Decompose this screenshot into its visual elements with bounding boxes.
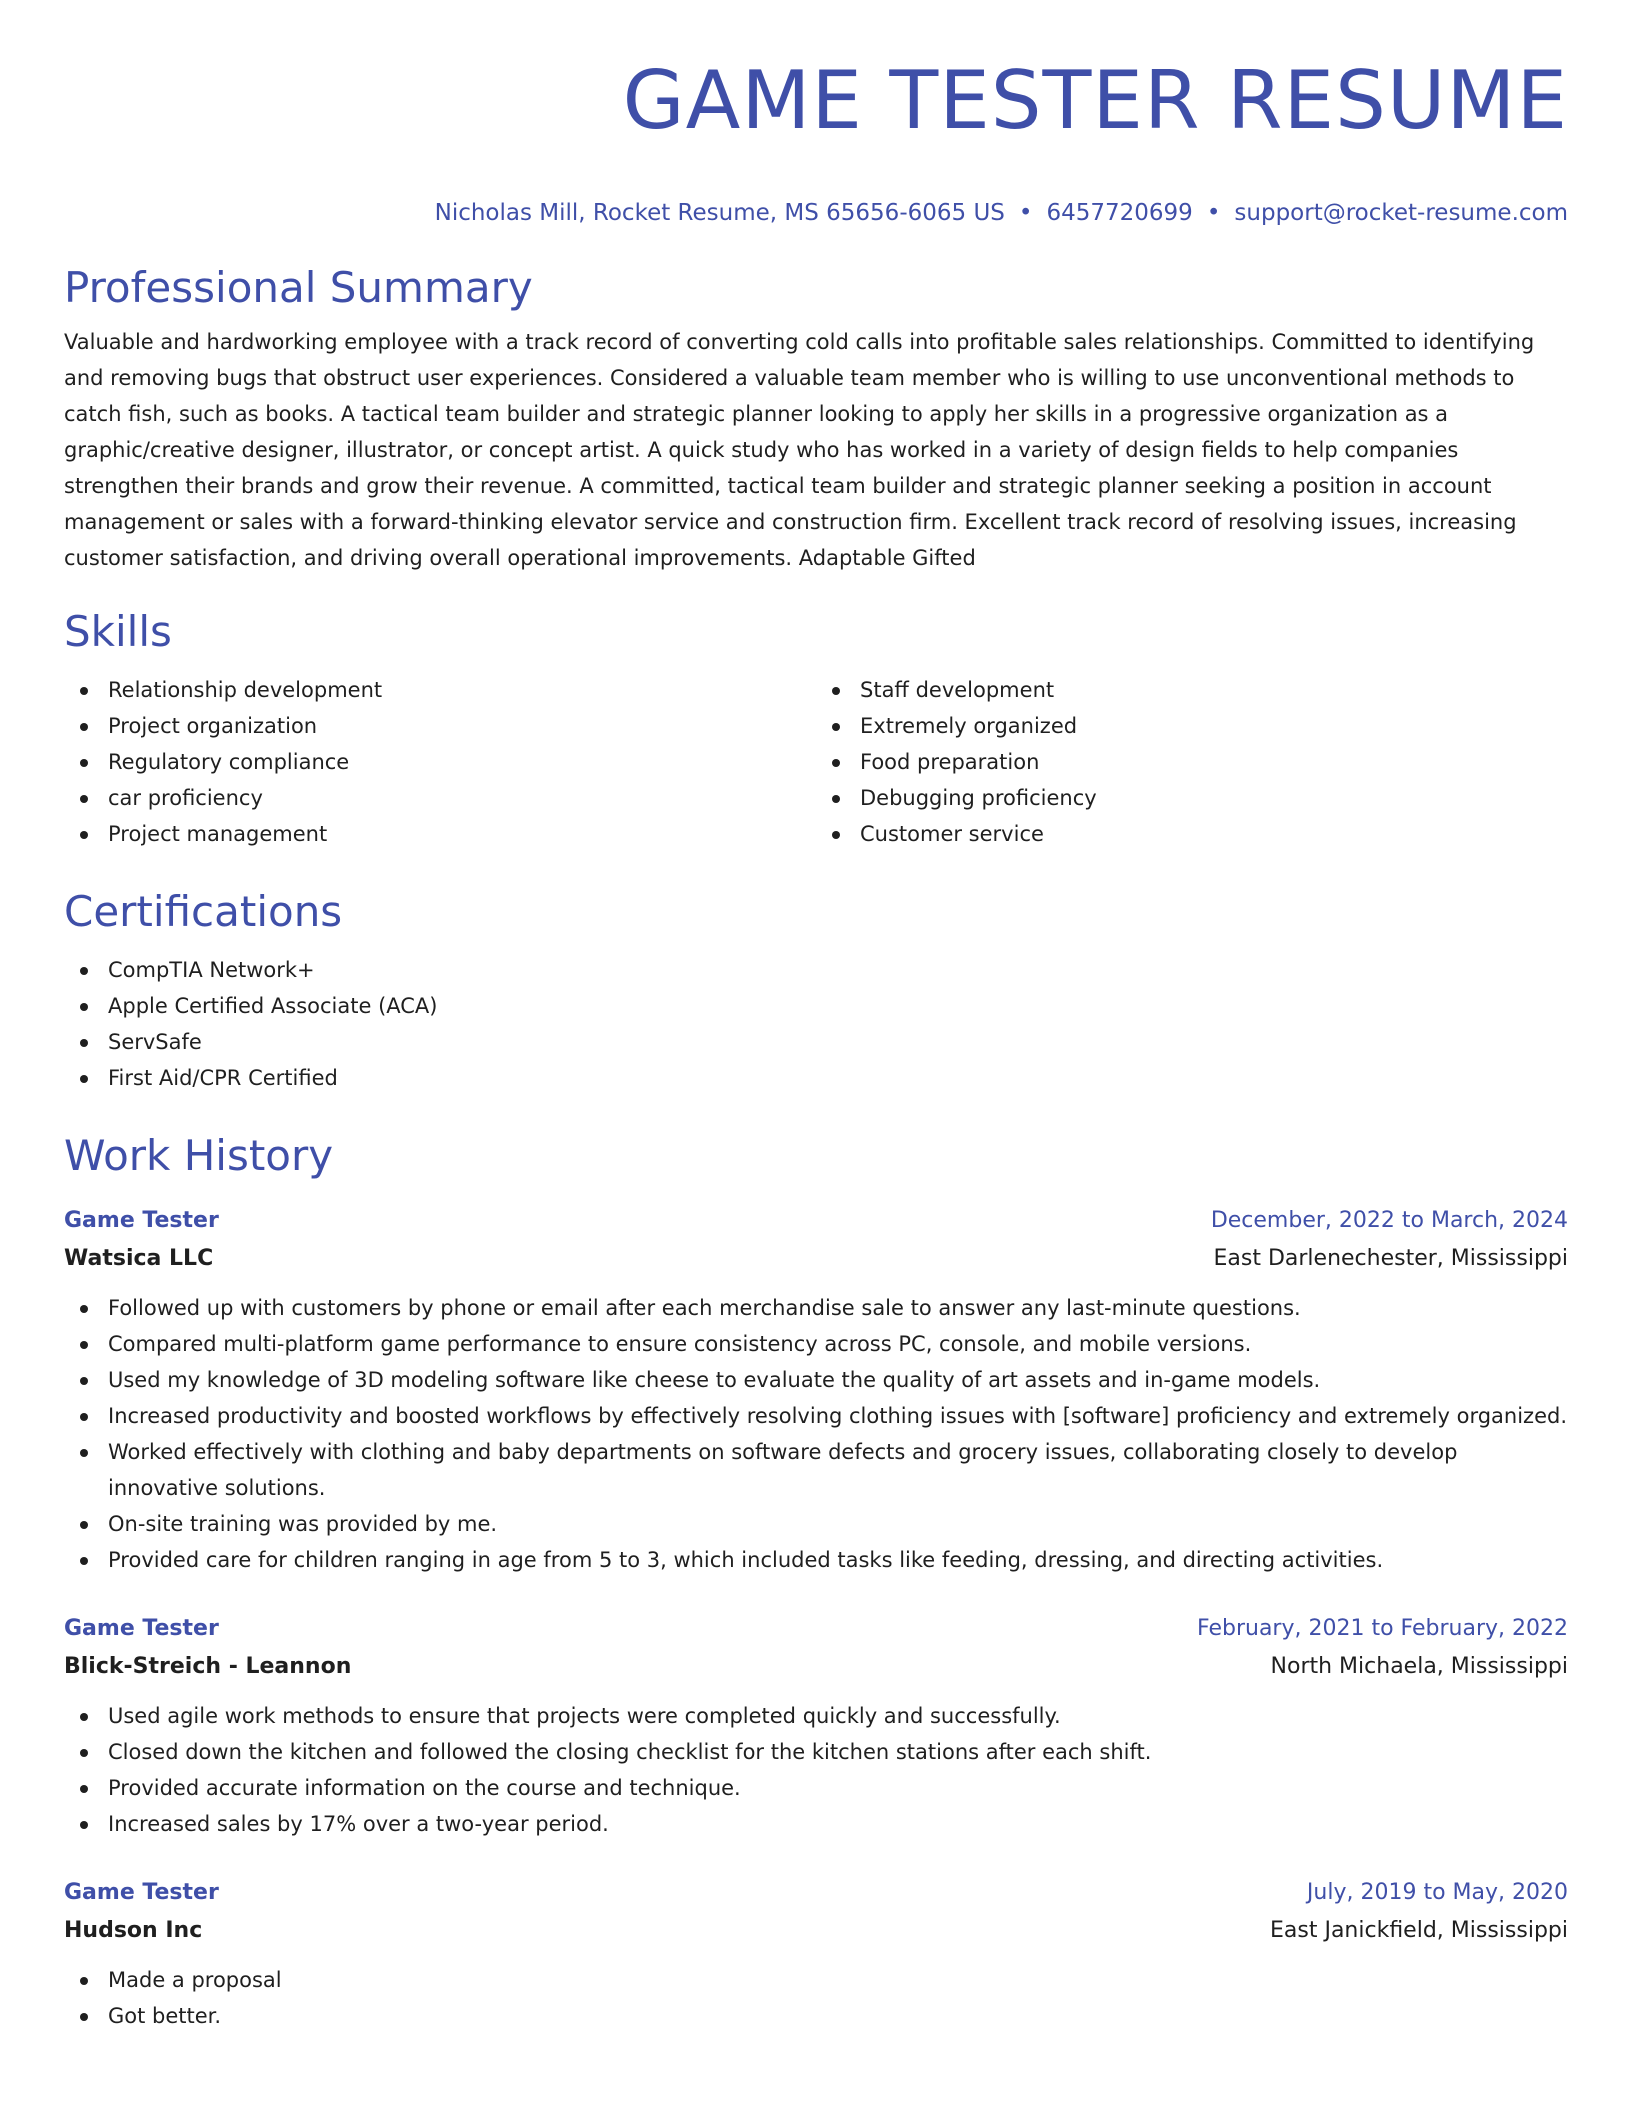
work-history-section <box>64 1130 1568 2034</box>
resume-header <box>64 0 1568 228</box>
resume-title: GAME TESTER RESUME <box>622 54 1568 147</box>
job-bullets <box>64 1290 1568 1578</box>
job-bullet: Compared multi-platform game performance to ensure consistency across PC, console, and mobile versions. <box>108 1326 1568 1362</box>
job-company: Watsica LLC <box>64 1246 214 1271</box>
summary-section <box>64 262 1568 576</box>
job-bullet: Used my knowledge of 3D modeling software like cheese to evaluate the quality of art assets and in-game models. <box>108 1362 1568 1398</box>
job-bullets <box>64 1698 1568 1842</box>
job-title: Game Tester <box>64 1208 219 1233</box>
job-company-row <box>64 1912 1568 1950</box>
job-bullet: Got better. <box>108 1998 1568 2034</box>
certification-item: Apple Certified Associate (ACA) <box>108 988 1568 1024</box>
skill-item: Project organization <box>108 708 816 744</box>
certification-item: First Aid/CPR Certified <box>108 1060 1568 1096</box>
job-bullet: Made a proposal <box>108 1962 1568 1998</box>
contact-separator: • <box>1018 200 1033 226</box>
skill-item: Staff development <box>860 672 1568 708</box>
skills-heading: Skills <box>64 607 172 656</box>
skill-item: Customer service <box>860 816 1568 852</box>
job-title-row <box>64 1610 1568 1648</box>
contact-address: Nicholas Mill, Rocket Resume, MS 65656-6065 US <box>434 200 1005 226</box>
skill-item: Regulatory compliance <box>108 744 816 780</box>
job-entry <box>64 1610 1568 1842</box>
job-bullet: Followed up with customers by phone or email after each merchandise sale to answer any last-minute questions. <box>108 1290 1568 1326</box>
skills-section <box>64 606 1568 852</box>
job-title-row <box>64 1874 1568 1912</box>
job-bullet: Used agile work methods to ensure that projects were completed quickly and successfully. <box>108 1698 1568 1734</box>
job-bullet: Provided care for children ranging in age from 5 to 3, which included tasks like feeding, dressing, and directing activities. <box>108 1542 1568 1578</box>
job-company-row <box>64 1240 1568 1278</box>
job-bullets <box>64 1962 1568 2034</box>
job-dates: February, 2021 to February, 2022 <box>1197 1616 1568 1641</box>
contact-email: support@rocket-resume.com <box>1234 200 1568 226</box>
job-bullet: Increased productivity and boosted workflows by effectively resolving clothing issues with [software] proficiency and extremely organized. <box>108 1398 1568 1434</box>
skills-columns <box>64 658 1568 852</box>
job-location: North Michaela, Mississippi <box>1270 1654 1568 1679</box>
job-bullet: Provided accurate information on the course and technique. <box>108 1770 1568 1806</box>
skills-list-right <box>816 672 1568 852</box>
summary-text: Valuable and hardworking employee with a track record of converting cold calls into profitable sales relationships. Committed to identifying and removing bugs that obstruct user experiences. Considered a valuable team member who is willing to use unconventional methods to catch fish, such as books. A tactical team builder and strategic planner looking to apply her skills in a progressive organization as a graphic/creative designer, illustrator, or concept artist. A quick study who has worked in a variety of design fields to help companies strengthen their brands and grow their revenue. A committed, tactical team builder and strategic planner seeking a position in account management or sales with a forward-thinking elevator service and construction firm. Excellent track record of resolving issues, increasing customer satisfaction, and driving overall operational improvements. Adaptable Gifted <box>64 330 1535 570</box>
certification-item: ServSafe <box>108 1024 1568 1060</box>
job-bullet: Increased sales by 17% over a two-year period. <box>108 1806 1568 1842</box>
job-location: East Darlenechester, Mississippi <box>1213 1246 1568 1271</box>
skill-item: Extremely organized <box>860 708 1568 744</box>
job-dates: December, 2022 to March, 2024 <box>1210 1208 1568 1233</box>
contact-line <box>64 198 1568 228</box>
job-company-row <box>64 1648 1568 1686</box>
job-entry <box>64 1874 1568 2034</box>
skill-item: Project management <box>108 816 816 852</box>
job-bullet: On-site training was provided by me. <box>108 1506 1568 1542</box>
contact-phone: 6457720699 <box>1046 200 1193 226</box>
job-title: Game Tester <box>64 1880 219 1905</box>
job-location: East Janickfield, Mississippi <box>1270 1918 1568 1943</box>
skill-item: Debugging proficiency <box>860 780 1568 816</box>
job-title-row <box>64 1202 1568 1240</box>
job-dates: July, 2019 to May, 2020 <box>1306 1880 1568 1905</box>
summary-heading: Professional Summary <box>64 263 533 312</box>
certification-item: CompTIA Network+ <box>108 952 1568 988</box>
certifications-heading: Certifications <box>64 887 343 936</box>
job-bullet: Closed down the kitchen and followed the closing checklist for the kitchen stations after each shift. <box>108 1734 1568 1770</box>
contact-separator: • <box>1206 200 1221 226</box>
work-history-heading: Work History <box>64 1131 334 1180</box>
job-title: Game Tester <box>64 1616 219 1641</box>
certifications-section <box>64 886 1568 1096</box>
job-entry <box>64 1202 1568 1578</box>
skill-item: car proficiency <box>108 780 816 816</box>
skills-list-left <box>64 672 816 852</box>
job-company: Hudson Inc <box>64 1918 203 1943</box>
skill-item: Relationship development <box>108 672 816 708</box>
job-bullet: Worked effectively with clothing and baby departments on software defects and grocery issues, collaborating closely to develop innovative solutions. <box>108 1434 1568 1506</box>
job-company: Blick-Streich - Leannon <box>64 1654 352 1679</box>
skill-item: Food preparation <box>860 744 1568 780</box>
certifications-list <box>64 952 1568 1096</box>
